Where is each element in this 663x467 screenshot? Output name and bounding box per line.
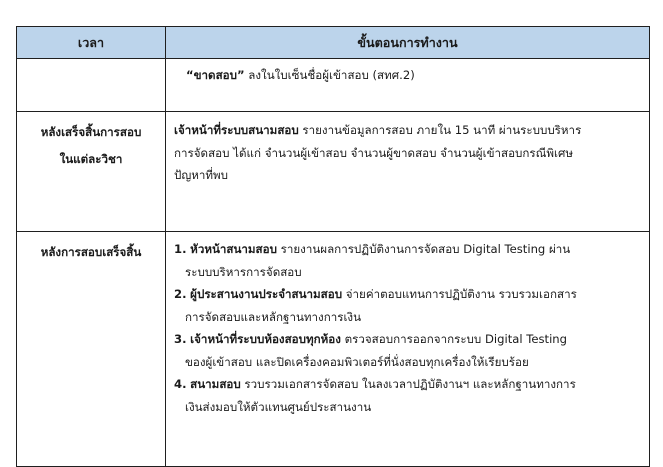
step-item: 3. เจ้าหน้าที่ระบบห้องสอบทุกห้อง ตรวจสอบการออกจากระบบ Digital Testing ของผู้เข้าสอบ และปิดเครื่องคอมพิวเตอร์ที่นั่งสอบทุกเครื่องให้เรียบร้อย xyxy=(174,332,568,369)
row-time-cell xyxy=(17,112,166,232)
row-desc-cell xyxy=(166,59,650,112)
row-desc-cell xyxy=(166,232,650,467)
step-item: 4. สนามสอบ รวบรวมเอกสารจัดสอบ ในลงเวลาปฏิบัติงานฯ และหลักฐานทางการ เงินส่งมอบให้ตัวแทนศูนย์ประสานงาน xyxy=(174,377,576,414)
role-name: เจ้าหน้าที่ระบบห้องสอบทุกห้อง xyxy=(190,332,341,346)
step-item: 1. หัวหน้าสนามสอบ รายงานผลการปฏิบัติงานการจัดสอบ Digital Testing ผ่าน ระบบบริหารการจัดสอบ xyxy=(174,242,571,279)
desc-line: เจ้าหน้าที่ระบบสนามสอบ รายงานข้อมูลการสอบ ภายใน 15 นาที ผ่านระบบบริหาร xyxy=(174,123,582,137)
time-line: ในแต่ละวิชา xyxy=(59,152,123,166)
role-name: ผู้ประสานงานประจำสนามสอบ xyxy=(190,287,343,301)
time-line: หลังเสร็จสิ้นการสอบ xyxy=(40,125,142,139)
role-name: เจ้าหน้าที่ระบบสนามสอบ xyxy=(174,123,299,137)
role-name: สนามสอบ xyxy=(190,377,241,391)
role-name: หัวหน้าสนามสอบ xyxy=(190,242,277,256)
header-row xyxy=(17,27,650,59)
desc-line: การจัดสอบ ได้แก่ จำนวนผู้เข้าสอบ จำนวนผู้ขาดสอบ จำนวนผู้เข้าสอบกรณีพิเศษ xyxy=(174,145,574,160)
table-row xyxy=(17,59,650,112)
procedure-table xyxy=(16,26,650,467)
continuation-text: “ขาดสอบ” ลงในใบเซ็นชื่อผู้เข้าสอบ (สทศ.2) xyxy=(186,68,415,82)
row-desc-cell xyxy=(166,112,650,232)
header-time: เวลา xyxy=(17,27,166,59)
table-row xyxy=(17,232,650,467)
desc-line: ปัญหาที่พบ xyxy=(174,168,229,182)
absent-term: “ขาดสอบ” xyxy=(186,68,245,82)
row-time-cell: หลังการสอบเสร็จสิ้น xyxy=(17,232,166,467)
header-steps: ขั้นตอนการทำงาน xyxy=(166,27,650,59)
table-row xyxy=(17,112,650,232)
row-time-cell xyxy=(17,59,166,112)
step-item: 2. ผู้ประสานงานประจำสนามสอบ จ่ายค่าตอบแทนการปฏิบัติงาน รวบรวมเอกสาร การจัดสอบและหลักฐานทางการเงิน xyxy=(174,287,577,324)
